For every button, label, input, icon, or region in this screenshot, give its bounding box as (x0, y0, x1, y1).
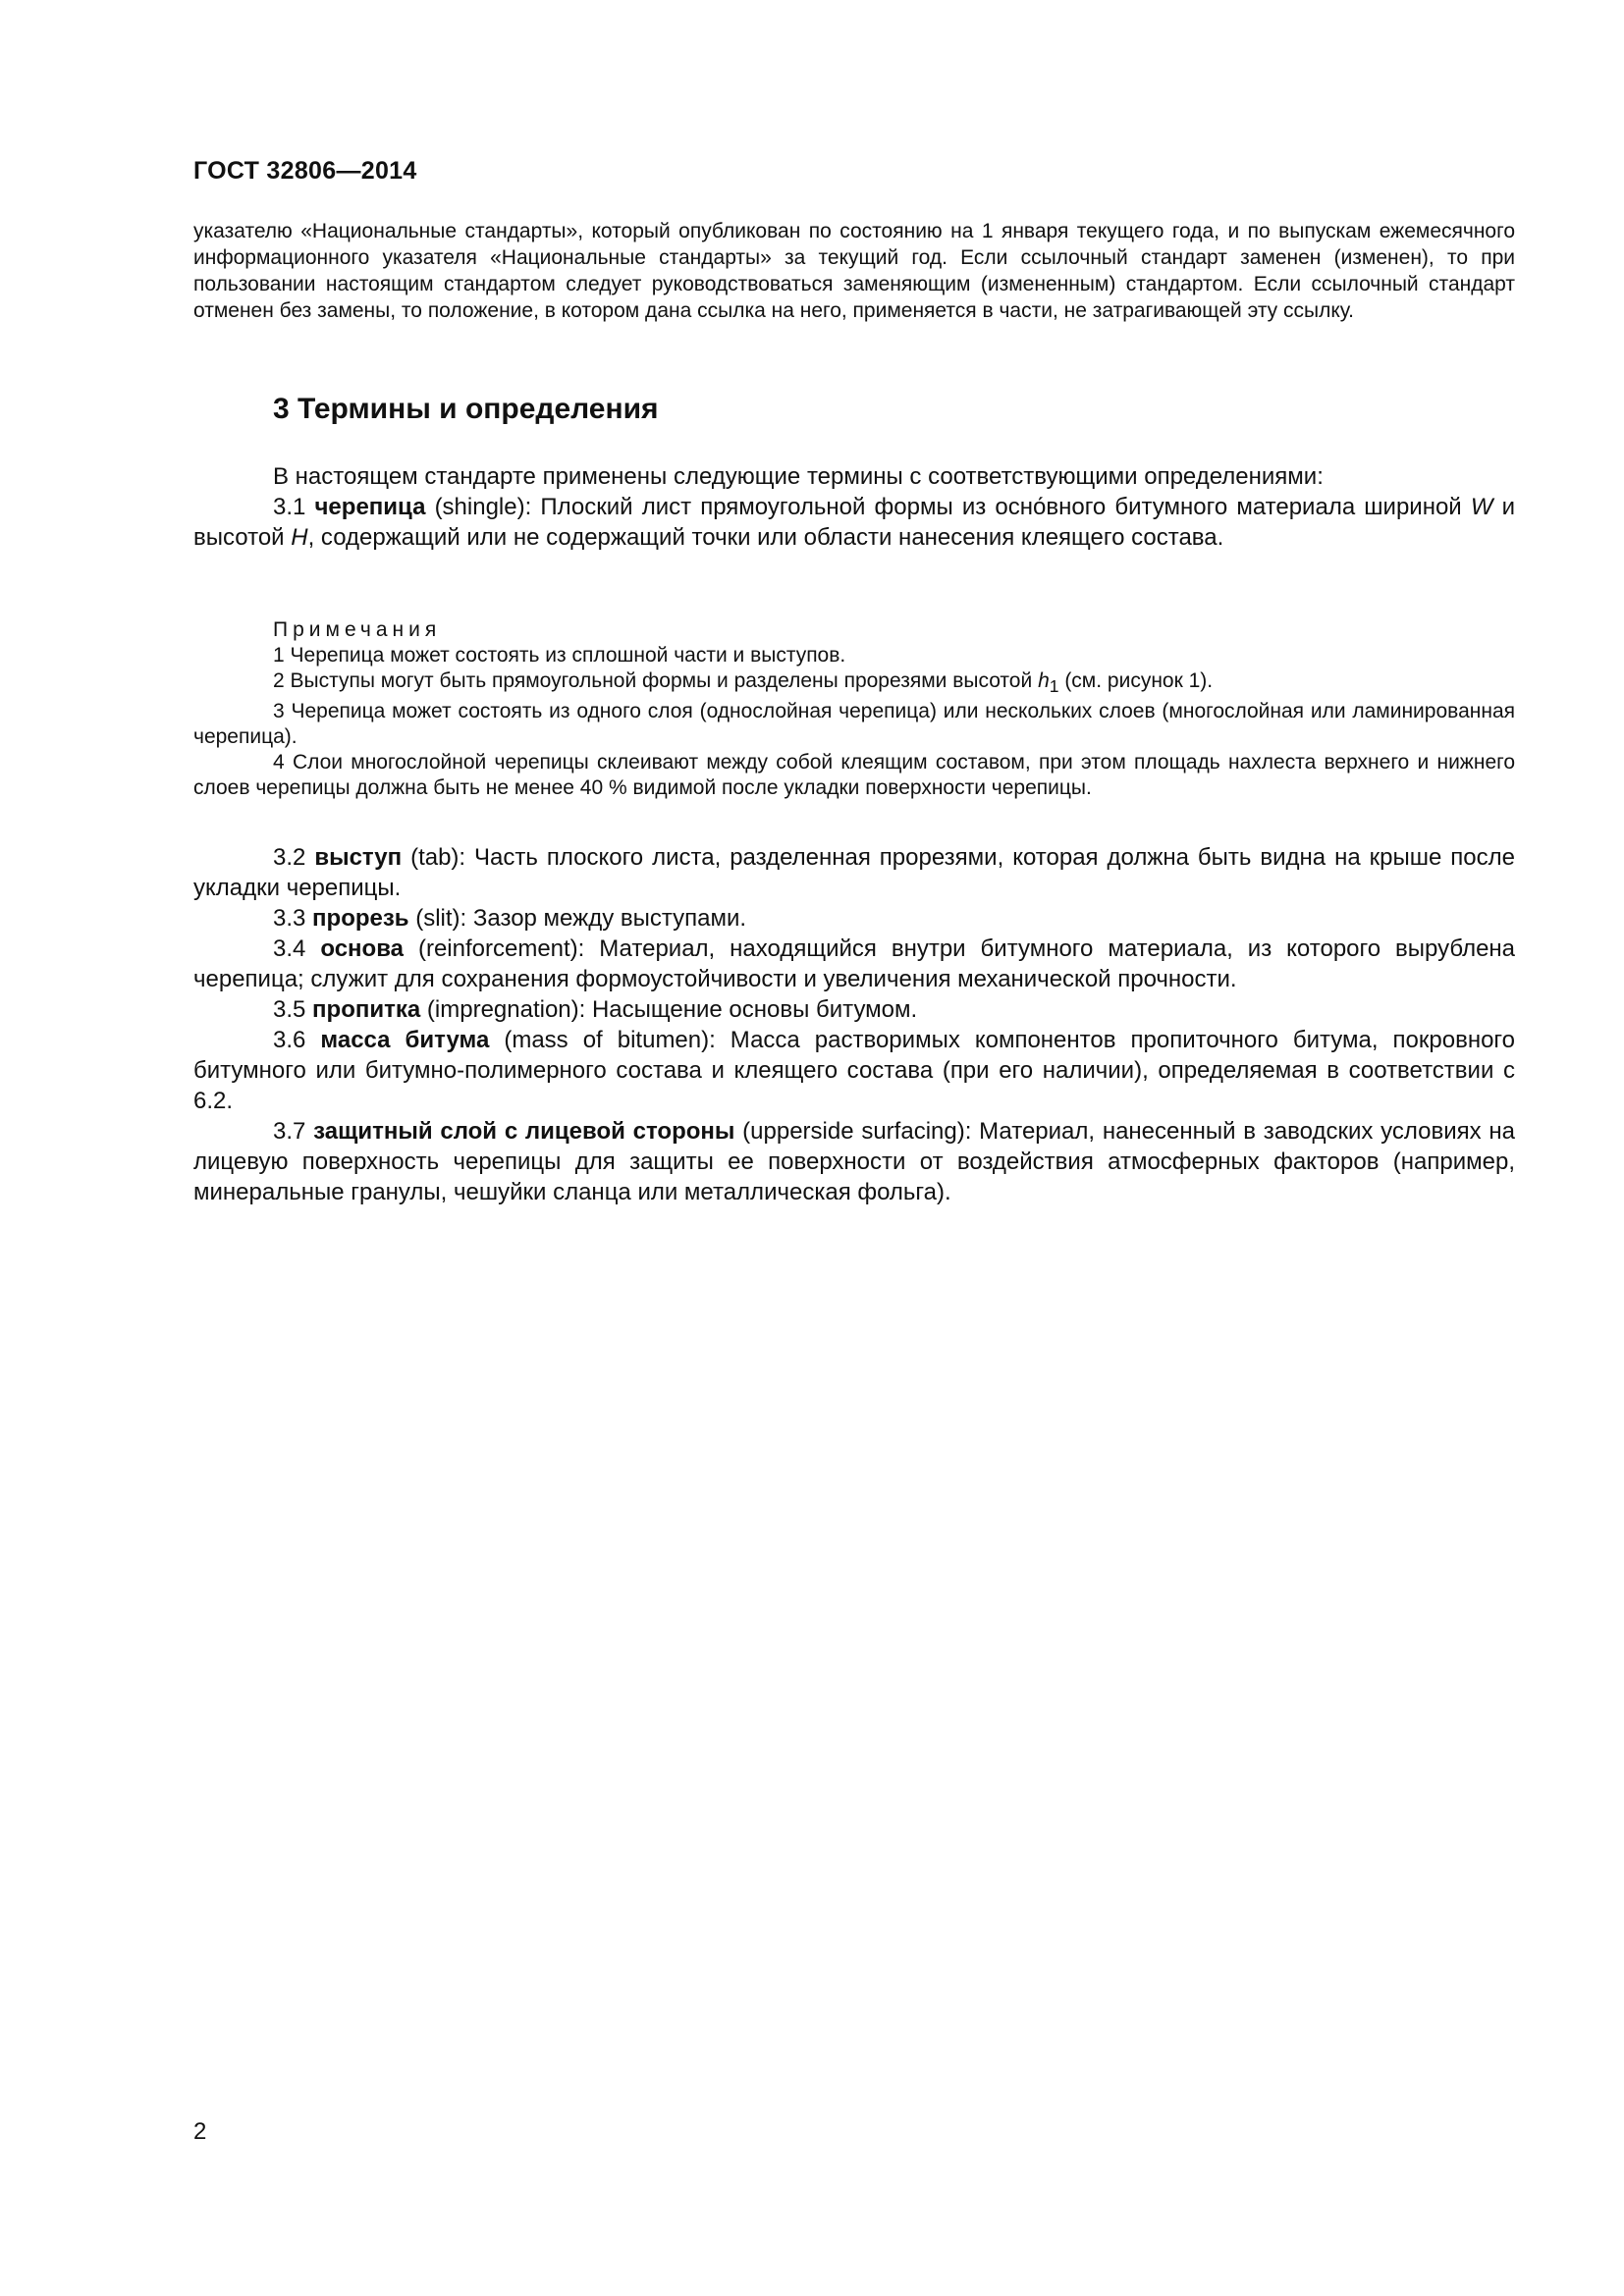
definition-term: основа (320, 935, 404, 962)
definitions-list (193, 842, 1515, 1207)
subscript: 1 (1049, 676, 1059, 697)
definition-term: черепица (314, 494, 426, 520)
variable-h: h (1038, 669, 1050, 692)
definition-number: 3.2 (273, 844, 306, 871)
definition-number: 3.4 (273, 935, 306, 962)
definition-item (193, 1116, 1515, 1207)
definition-term: защитный слой с лицевой стороны (313, 1118, 735, 1145)
definition-text-part: , содержащий или не содержащий точки или области нанесения клеящего состава. (307, 524, 1224, 551)
section-title: 3 Термины и определения (273, 393, 659, 425)
intro-paragraph: указателю «Национальные стандарты», который опубликован по состоянию на 1 января текущего года, и по выпускам ежемесячного информационного указателя «Национальные стандарты» за текущий год. Если ссылочный стандарт заменен (изменен), то при пользовании настоящим стандартом следует руководствоваться заменяющим (измененным) стандартом. Если ссылочный стандарт отменен без замены, то положение, в котором дана ссылка на него, применяется в части, не затрагивающей эту ссылку. (193, 220, 1515, 322)
variable-w: W (1470, 494, 1493, 520)
definition-term: выступ (314, 844, 403, 871)
note-text-part: (см. рисунок 1). (1058, 669, 1214, 692)
definition-number: 3.3 (273, 905, 306, 932)
definition-term: пропитка (312, 996, 421, 1023)
definition-number: 3.5 (273, 996, 306, 1023)
section-lead: В настоящем стандарте применены следующие термины с соответствующими определениями: (273, 463, 1324, 490)
definition-text-part: и высотой (193, 494, 1516, 551)
definition-text: (impregnation): Насыщение основы битумом. (426, 996, 918, 1023)
definition-item (193, 903, 1515, 934)
definition-text: (tab): Часть плоского листа, разделенная прорезями, которая должна быть видна на крыше после укладки черепицы. (193, 844, 1515, 901)
definition-item (193, 842, 1515, 903)
definition-item (193, 994, 1515, 1025)
definition-term: масса битума (320, 1027, 490, 1053)
document-code-header: ГОСТ 32806—2014 (193, 157, 417, 185)
note-1: 1 Черепица может состоять из сплошной части и выступов. (273, 644, 846, 667)
definition-text: (mass of bitumen): Масса растворимых компонентов пропиточного битума, покровного битумного или битумно-полимерного состава и клеящего состава (при его наличии), определяемая в соответствии с 6.2. (193, 1027, 1515, 1114)
definition-number: 3.6 (273, 1027, 306, 1053)
definition-term: прорезь (312, 905, 409, 932)
note-text-part: 2 Выступы могут быть прямоугольной формы и разделены прорезями высотой (273, 669, 1033, 692)
note-2 (193, 668, 1515, 699)
page-number: 2 (193, 2118, 207, 2145)
definition-3-1 (193, 492, 1515, 553)
definition-number: 3.1 (273, 494, 306, 520)
definition-text: (upperside surfacing): Материал, нанесенный в заводских условиях на лицевую поверхность черепицы для защиты ее поверхности от воздействия атмосферных факторов (например, минеральные гранулы, чешуйки сланца или металлическая фольга). (193, 1118, 1515, 1205)
notes-title: Примечания (273, 618, 442, 641)
section-body (193, 461, 1515, 553)
note-3: 3 Черепица может состоять из одного слоя (однослойная черепица) или нескольких слоев (многослойная или ламинированная черепица). (193, 700, 1515, 749)
note-4: 4 Слои многослойной черепицы склеивают между собой клеящим составом, при этом площадь нахлеста верхнего и нижнего слоев черепицы должна быть не менее 40 % видимой после укладки поверхности черепицы. (193, 751, 1515, 800)
definition-item (193, 934, 1515, 994)
definition-item (193, 1025, 1515, 1116)
variable-h: H (291, 524, 308, 551)
definition-number: 3.7 (273, 1118, 306, 1145)
definition-text: (reinforcement): Материал, находящийся внутри битумного материала, из которого вырублена черепица; служит для сохранения формоустойчивости и увеличения механической прочности. (193, 935, 1516, 992)
notes-block (193, 617, 1515, 801)
definition-english: (shingle): (434, 494, 532, 520)
definition-text: (slit): Зазор между выступами. (415, 905, 747, 932)
definition-text-part: Плоский лист прямоугольной формы из осно́вного битумного материала шириной (540, 494, 1462, 520)
